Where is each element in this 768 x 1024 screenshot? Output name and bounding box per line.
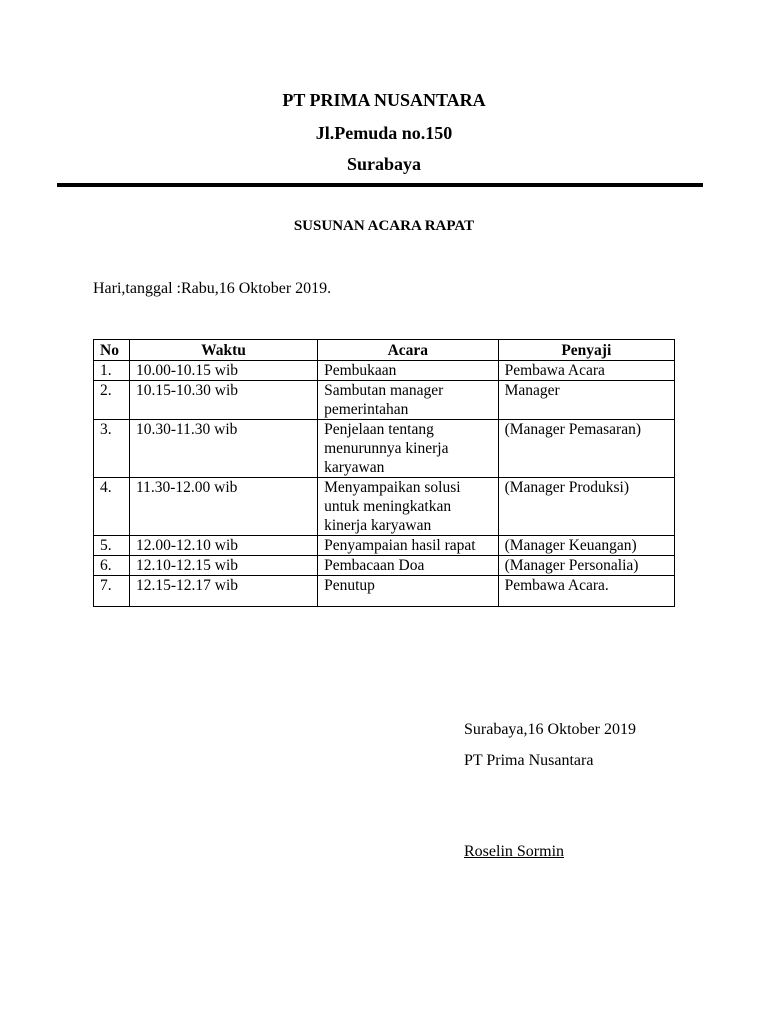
cell-no: 2.	[94, 381, 130, 420]
cell-waktu: 12.15-12.17 wib	[129, 576, 317, 607]
cell-no: 3.	[94, 420, 130, 478]
table-row	[94, 361, 675, 381]
agenda-table	[93, 339, 675, 607]
table-row	[94, 478, 675, 536]
company-name: PT PRIMA NUSANTARA	[282, 90, 486, 110]
table-row	[94, 556, 675, 576]
company-city: Surabaya	[346, 154, 422, 174]
table-row	[94, 420, 675, 478]
cell-penyaji: Pembawa Acara	[498, 361, 674, 381]
cell-acara: Penutup	[318, 576, 499, 607]
cell-penyaji: Manager	[498, 381, 674, 420]
letterhead-divider	[57, 183, 703, 187]
table-row	[94, 381, 675, 420]
date-line: Hari,tanggal :Rabu,16 Oktober 2019.	[93, 280, 332, 297]
cell-acara: Sambutan manager pemerintahan	[318, 381, 499, 420]
cell-penyaji: (Manager Personalia)	[498, 556, 674, 576]
cell-no: 6.	[94, 556, 130, 576]
cell-penyaji: (Manager Produksi)	[498, 478, 674, 536]
cell-waktu: 10.30-11.30 wib	[129, 420, 317, 478]
header-acara: Acara	[318, 340, 499, 361]
signature-company: PT Prima Nusantara	[464, 752, 594, 769]
table-row	[94, 576, 675, 607]
cell-acara: Penjelaan tentang menurunnya kinerja karyawan	[318, 420, 499, 478]
company-address: Jl.Pemuda no.150	[315, 123, 453, 143]
cell-penyaji: (Manager Pemasaran)	[498, 420, 674, 478]
cell-acara: Penyampaian hasil rapat	[318, 536, 499, 556]
cell-acara: Pembacaan Doa	[318, 556, 499, 576]
cell-no: 4.	[94, 478, 130, 536]
header-penyaji: Penyaji	[498, 340, 674, 361]
header-waktu: Waktu	[129, 340, 317, 361]
cell-no: 5.	[94, 536, 130, 556]
signatory-name: Roselin Sormin	[464, 843, 565, 860]
cell-waktu: 12.10-12.15 wib	[129, 556, 317, 576]
cell-waktu: 10.00-10.15 wib	[129, 361, 317, 381]
cell-waktu: 10.15-10.30 wib	[129, 381, 317, 420]
table-row	[94, 536, 675, 556]
cell-waktu: 11.30-12.00 wib	[129, 478, 317, 536]
table-header-row	[94, 340, 675, 361]
document-title: SUSUNAN ACARA RAPAT	[293, 218, 475, 234]
cell-no: 1.	[94, 361, 130, 381]
cell-penyaji: Pembawa Acara.	[498, 576, 674, 607]
signature-place-date: Surabaya,16 Oktober 2019	[464, 721, 636, 738]
cell-waktu: 12.00-12.10 wib	[129, 536, 317, 556]
cell-acara: Pembukaan	[318, 361, 499, 381]
cell-no: 7.	[94, 576, 130, 607]
header-no: No	[94, 340, 130, 361]
cell-acara: Menyampaikan solusi untuk meningkatkan kinerja karyawan	[318, 478, 499, 536]
cell-penyaji: (Manager Keuangan)	[498, 536, 674, 556]
